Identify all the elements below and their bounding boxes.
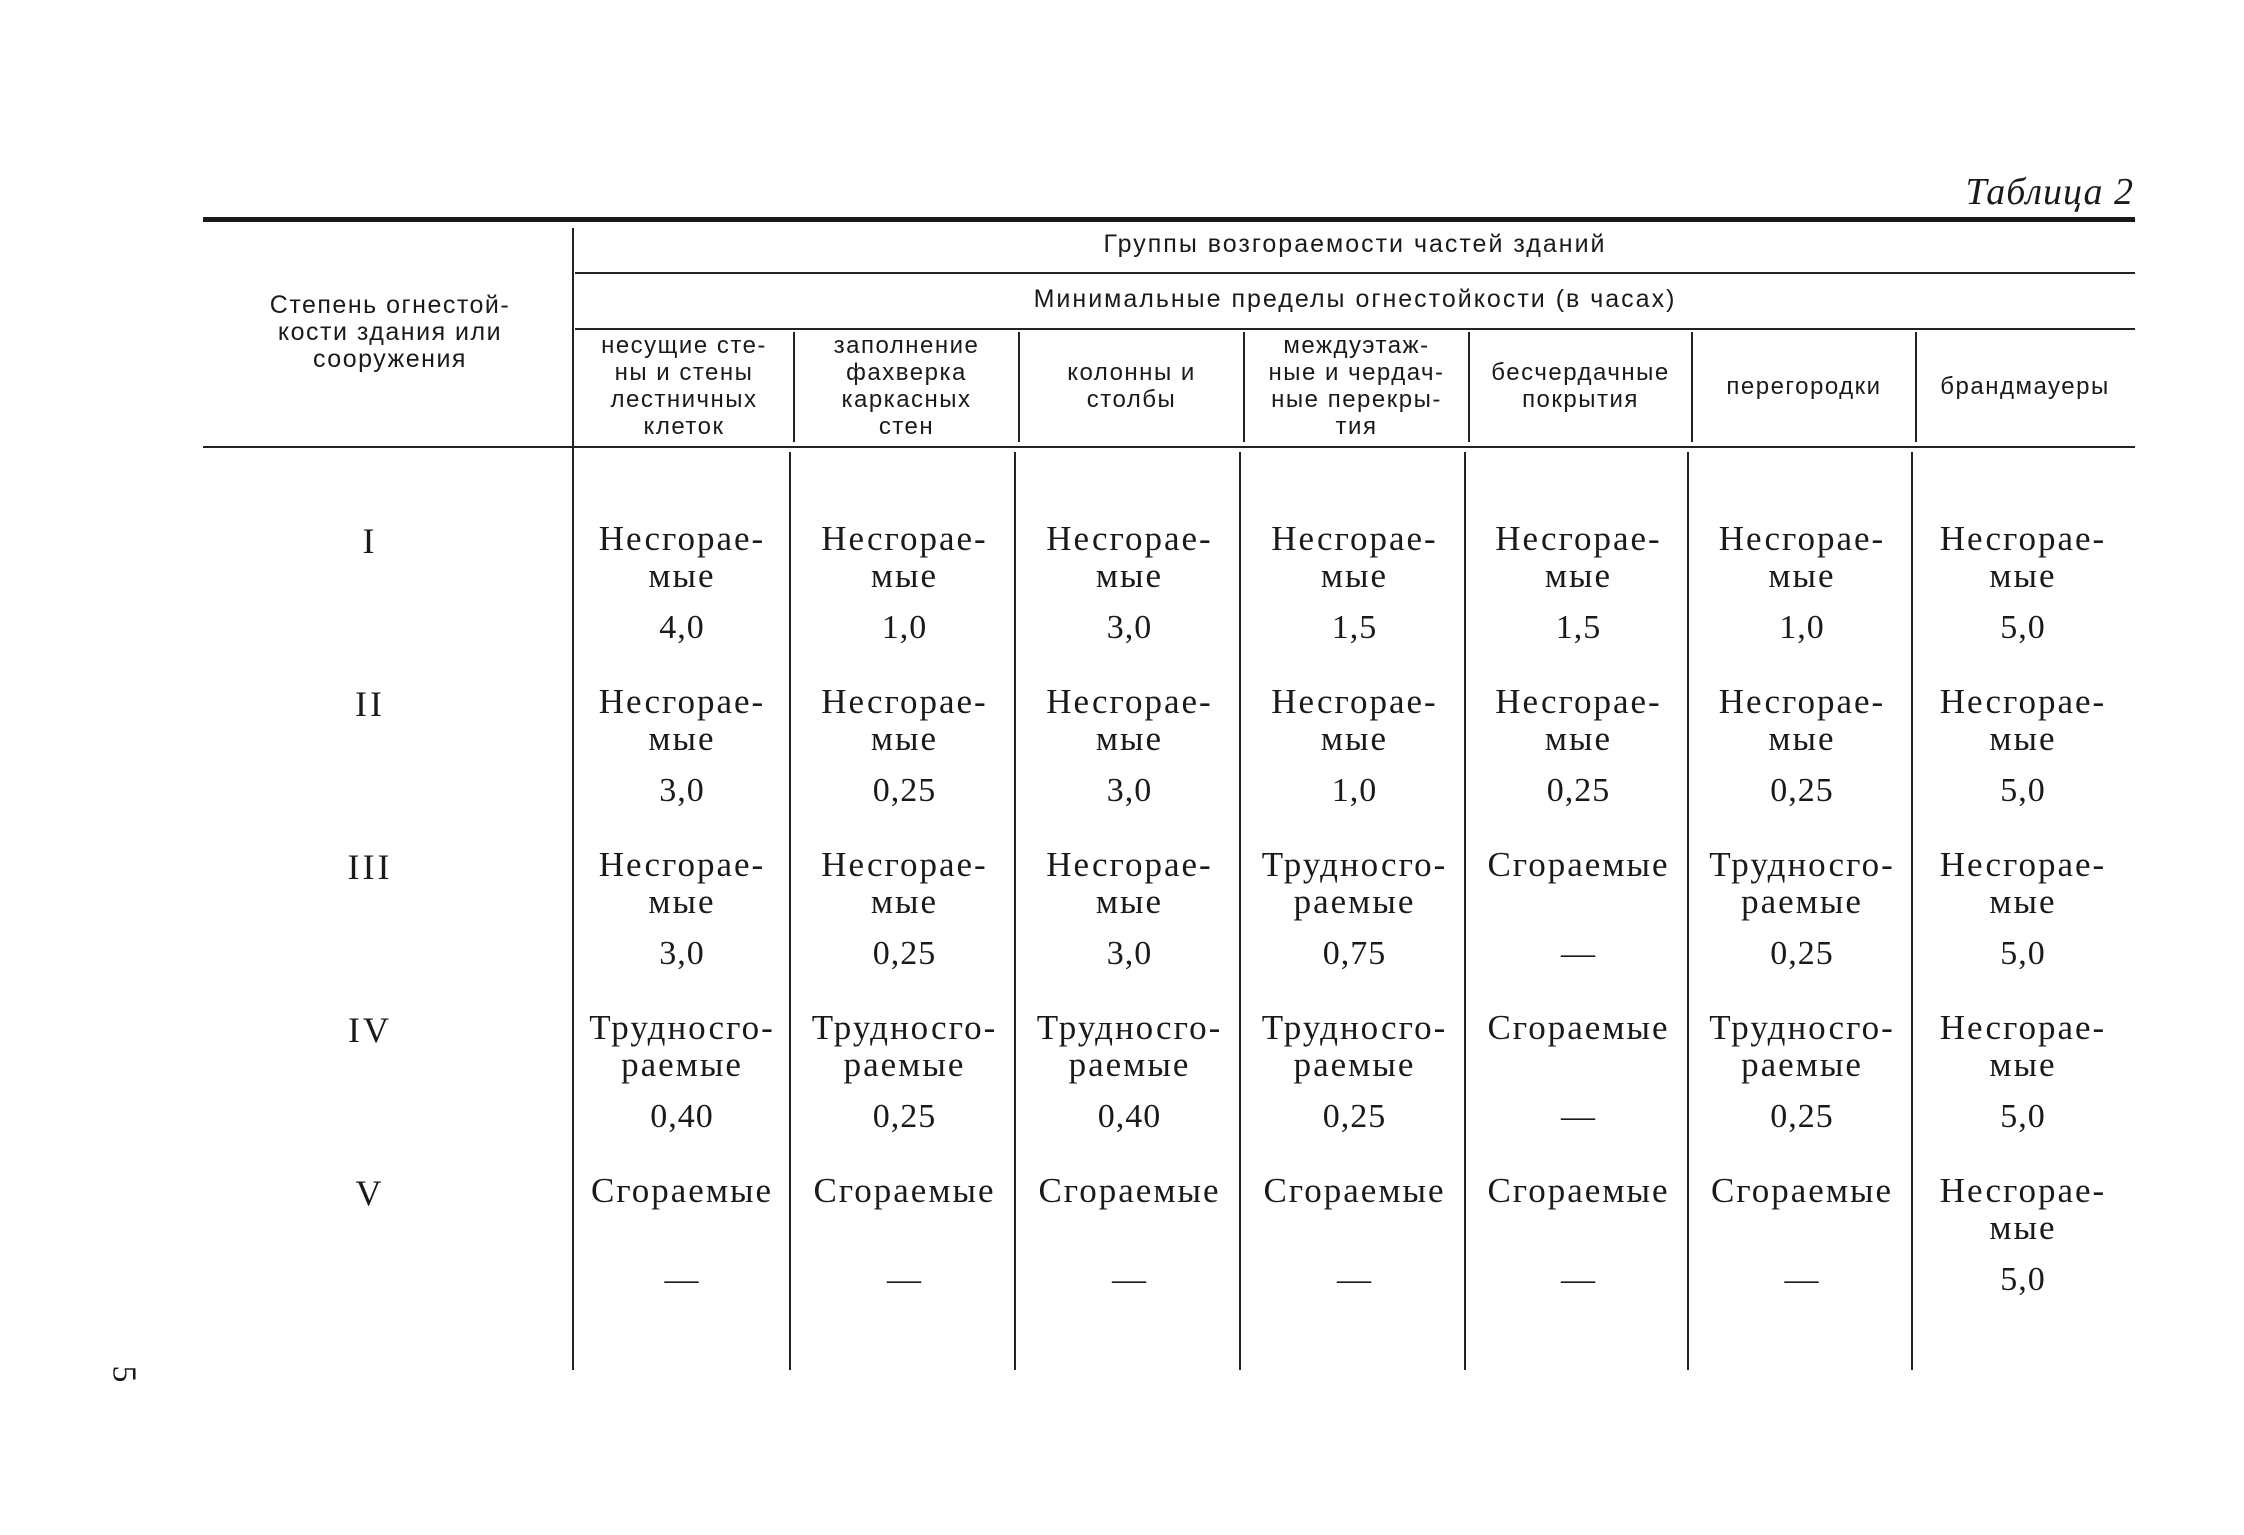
table-caption: Таблица 2 bbox=[1965, 171, 2134, 213]
combustibility-group: Сгораемые bbox=[1263, 1171, 1446, 1210]
column-divider bbox=[1239, 452, 1241, 1370]
combustibility-group: Сгораемые bbox=[1710, 1171, 1894, 1210]
column-divider bbox=[1018, 332, 1020, 442]
column-divider bbox=[789, 452, 791, 1370]
combustibility-group: Сгораемые bbox=[1487, 1008, 1670, 1047]
fire-resistance-limit: 3,0 bbox=[659, 935, 705, 972]
fire-resistance-limit: 0,25 bbox=[1770, 1098, 1834, 1135]
degree-header: Степень огнестой- кости здания или сооружения bbox=[269, 291, 511, 373]
fire-resistance-limit: 1,5 bbox=[1331, 609, 1378, 646]
header-rule-min bbox=[575, 328, 2135, 330]
fire-resistance-limit: 0,40 bbox=[1097, 1098, 1162, 1135]
fire-resistance-limit: 3,0 bbox=[1106, 609, 1153, 646]
fire-resistance-limit: 0,25 bbox=[1322, 1098, 1387, 1135]
combustibility-group: Несгорае- мые bbox=[1271, 682, 1438, 758]
fire-resistance-limit: 0,25 bbox=[1546, 772, 1611, 809]
fire-resistance-limit: 3,0 bbox=[1106, 772, 1153, 809]
fire-resistance-degree: III bbox=[347, 847, 393, 887]
fire-resistance-limit: 0,25 bbox=[1770, 772, 1834, 809]
fire-resistance-limit: 0,25 bbox=[872, 935, 937, 972]
fire-resistance-limit: — bbox=[1561, 1261, 1596, 1298]
fire-resistance-limit: 0,25 bbox=[1770, 935, 1834, 972]
column-header: брандмауеры bbox=[1940, 372, 2110, 400]
column-divider bbox=[1243, 332, 1245, 442]
fire-resistance-limit: 5,0 bbox=[2000, 935, 2046, 972]
fire-resistance-limit: 5,0 bbox=[2000, 609, 2046, 646]
combustibility-group: Несгорае- мые bbox=[1939, 682, 2107, 758]
fire-resistance-limit: 0,25 bbox=[872, 772, 937, 809]
combustibility-group: Трудносго- раемые bbox=[1036, 1008, 1223, 1084]
combustibility-group: Трудносго- раемые bbox=[811, 1008, 998, 1084]
combustibility-group: Несгорае- мые bbox=[1046, 682, 1213, 758]
page-number: 5 bbox=[105, 1365, 143, 1383]
combustibility-group: Трудносго- раемые bbox=[589, 1008, 775, 1084]
column-header: заполнение фахверка каркасных стен bbox=[833, 332, 980, 440]
combustibility-group: Трудносго- раемые bbox=[1261, 1008, 1448, 1084]
top-rule bbox=[203, 217, 2135, 222]
combustibility-group: Несгорае- мые bbox=[1495, 682, 1662, 758]
combustibility-group: Несгорае- мые bbox=[821, 682, 988, 758]
combustibility-group: Сгораемые bbox=[1038, 1171, 1221, 1210]
combustibility-group: Несгорае- мые bbox=[1718, 519, 1886, 595]
fire-resistance-degree: IV bbox=[348, 1010, 392, 1050]
fire-resistance-limit: — bbox=[664, 1261, 700, 1298]
combustibility-group: Несгорае- мые bbox=[1939, 519, 2107, 595]
combustibility-group: Сгораемые bbox=[1487, 1171, 1670, 1210]
combustibility-group: Сгораемые bbox=[813, 1171, 996, 1210]
combustibility-group: Трудносго- раемые bbox=[1709, 1008, 1895, 1084]
combustibility-group: Несгорае- мые bbox=[1718, 682, 1886, 758]
degree-column-divider bbox=[572, 228, 574, 1370]
combustibility-group: Несгорае- мые bbox=[598, 519, 766, 595]
combustibility-group: Несгорае- мые bbox=[1939, 1171, 2107, 1247]
min-limits-title: Минимальные пределы огнестойкости (в часах) bbox=[1033, 285, 1677, 313]
fire-resistance-limit: 3,0 bbox=[1106, 935, 1153, 972]
groups-title: Группы возгораемости частей зданий bbox=[1103, 230, 1607, 258]
fire-resistance-limit: 4,0 bbox=[659, 609, 705, 646]
combustibility-group: Несгорае- мые bbox=[1495, 519, 1662, 595]
fire-resistance-limit: 5,0 bbox=[2000, 772, 2046, 809]
column-header: перегородки bbox=[1726, 372, 1882, 400]
column-header: несущие сте- ны и стены лестничных клеток bbox=[601, 332, 767, 440]
fire-resistance-limit: — bbox=[1337, 1261, 1372, 1298]
combustibility-group: Сгораемые bbox=[1487, 845, 1670, 884]
column-divider bbox=[1468, 332, 1470, 442]
fire-resistance-limit: — bbox=[1561, 935, 1596, 972]
column-divider bbox=[1915, 332, 1917, 442]
column-header: колонны и столбы bbox=[1067, 359, 1196, 413]
fire-resistance-limit: 1,0 bbox=[881, 609, 928, 646]
fire-resistance-limit: — bbox=[1784, 1261, 1820, 1298]
fire-resistance-limit: 1,0 bbox=[1331, 772, 1378, 809]
fire-resistance-degree: V bbox=[355, 1173, 385, 1213]
combustibility-group: Несгорае- мые bbox=[1046, 845, 1213, 921]
fire-resistance-limit: 5,0 bbox=[2000, 1098, 2046, 1135]
combustibility-group: Сгораемые bbox=[590, 1171, 774, 1210]
column-divider bbox=[793, 332, 795, 442]
column-divider bbox=[1014, 452, 1016, 1370]
header-bottom-rule bbox=[203, 446, 2135, 448]
fire-resistance-limit: 1,5 bbox=[1555, 609, 1602, 646]
column-header: бесчердачные покрытия bbox=[1491, 359, 1670, 413]
fire-resistance-limit: 0,40 bbox=[650, 1098, 714, 1135]
combustibility-group: Несгорае- мые bbox=[598, 845, 766, 921]
fire-resistance-limit: 5,0 bbox=[2000, 1261, 2046, 1298]
combustibility-group: Несгорае- мые bbox=[1271, 519, 1438, 595]
fire-resistance-limit: — bbox=[887, 1261, 922, 1298]
fire-resistance-limit: 0,75 bbox=[1322, 935, 1387, 972]
combustibility-group: Несгорае- мые bbox=[598, 682, 766, 758]
fire-resistance-limit: 3,0 bbox=[659, 772, 705, 809]
combustibility-group: Трудносго- раемые bbox=[1709, 845, 1895, 921]
column-divider bbox=[1911, 452, 1913, 1370]
combustibility-group: Несгорае- мые bbox=[1939, 1008, 2107, 1084]
column-divider bbox=[1687, 452, 1689, 1370]
fire-resistance-degree: I bbox=[362, 521, 378, 561]
fire-resistance-limit: — bbox=[1561, 1098, 1596, 1135]
column-divider bbox=[1691, 332, 1693, 442]
column-divider bbox=[1464, 452, 1466, 1370]
fire-resistance-limit: — bbox=[1112, 1261, 1147, 1298]
fire-resistance-degree: II bbox=[355, 684, 385, 724]
combustibility-group: Несгорае- мые bbox=[1046, 519, 1213, 595]
combustibility-group: Трудносго- раемые bbox=[1261, 845, 1448, 921]
column-header: междуэтаж- ные и чердач- ные перекры- тия bbox=[1268, 332, 1445, 440]
fire-resistance-limit: 1,0 bbox=[1779, 609, 1825, 646]
combustibility-group: Несгорае- мые bbox=[1939, 845, 2107, 921]
header-rule-group bbox=[575, 272, 2135, 274]
combustibility-group: Несгорае- мые bbox=[821, 519, 988, 595]
fire-resistance-limit: 0,25 bbox=[872, 1098, 937, 1135]
combustibility-group: Несгорае- мые bbox=[821, 845, 988, 921]
